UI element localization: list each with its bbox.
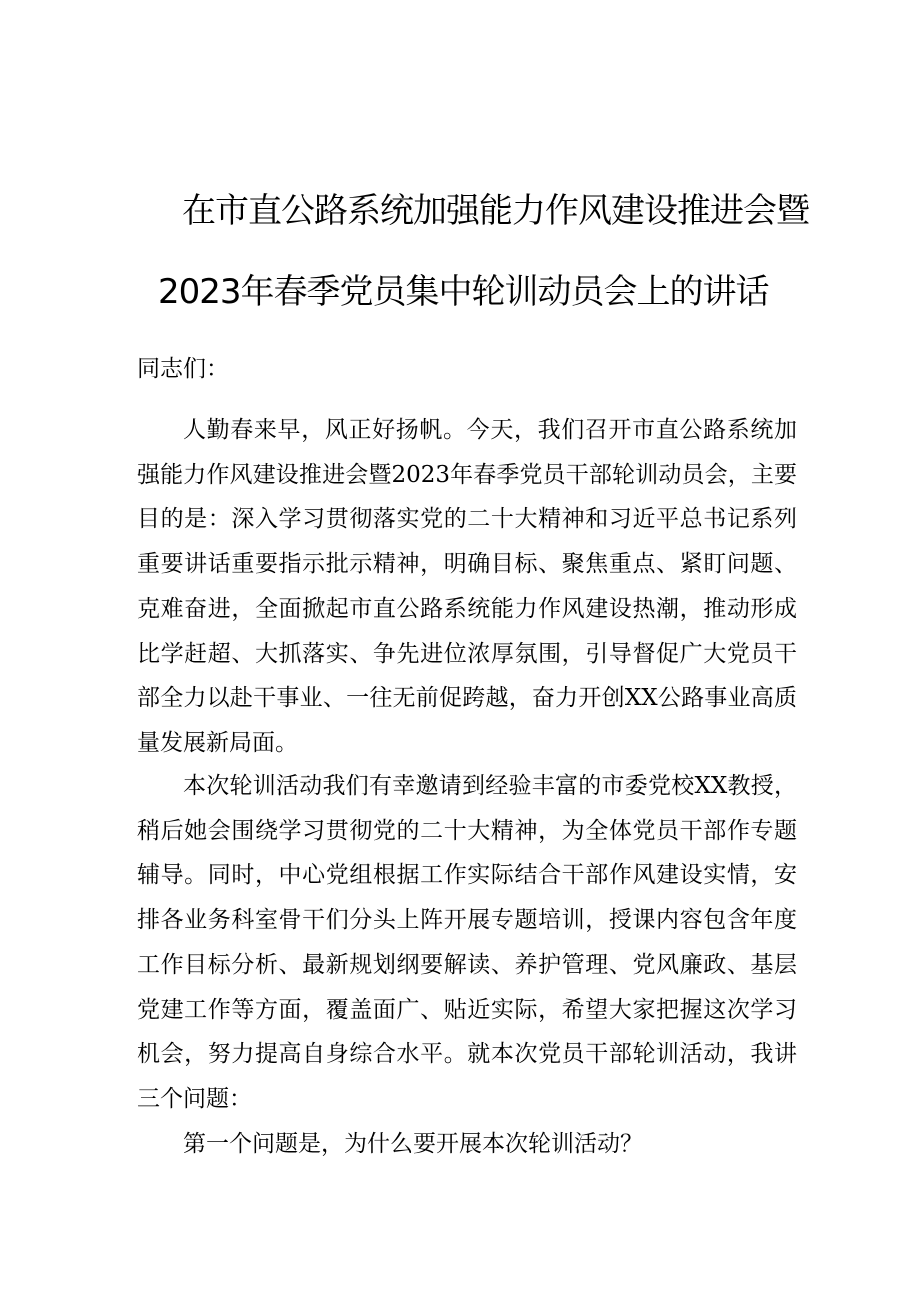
paragraph-3: 第一个问题是，为什么要开展本次轮训活动？ xyxy=(183,1131,643,1157)
salutation: 同志们： xyxy=(137,356,229,382)
document-title-line-1: 在市直公路系统加强能力作风建设推进会暨 xyxy=(182,191,809,231)
document-title-line-2: 2023年春季党员集中轮训动员会上的讲话 xyxy=(158,272,769,312)
paragraph-2: 本次轮训活动我们有幸邀请到经验丰富的市委党校XX教授，稍后她会围绕学习贯彻党的二十大精神，为全体党员干部作专题辅导。同时，中心党组根据工作实际结合干部作风建设实情，安排各业务科室骨干们分头上阵开展专题培训，授课内容包含年度工作目标分析、最新规划纲要解读、养护管理、党风廉政、基层党建工作等方面，覆盖面广、贴近实际，希望大家把握这次学习机会，努力提高自身综合水平。就本次党员干部轮训活动，我讲三个问题： xyxy=(137,773,797,1112)
paragraph-1: 人勤春来早，风正好扬帆。今天，我们召开市直公路系统加强能力作风建设推进会暨2023年春季党员干部轮训动员会，主要目的是：深入学习贯彻落实党的二十大精神和习近平总书记系列重要讲话重要指示批示精神，明确目标、聚焦重点、紧盯问题、克难奋进，全面掀起市直公路系统能力作风建设热潮，推动形成比学赶超、大抓落实、争先进位浓厚氛围，引导督促广大党员干部全力以赴干事业、一往无前促跨越，奋力开创XX公路事业高质量发展新局面。 xyxy=(137,417,797,756)
